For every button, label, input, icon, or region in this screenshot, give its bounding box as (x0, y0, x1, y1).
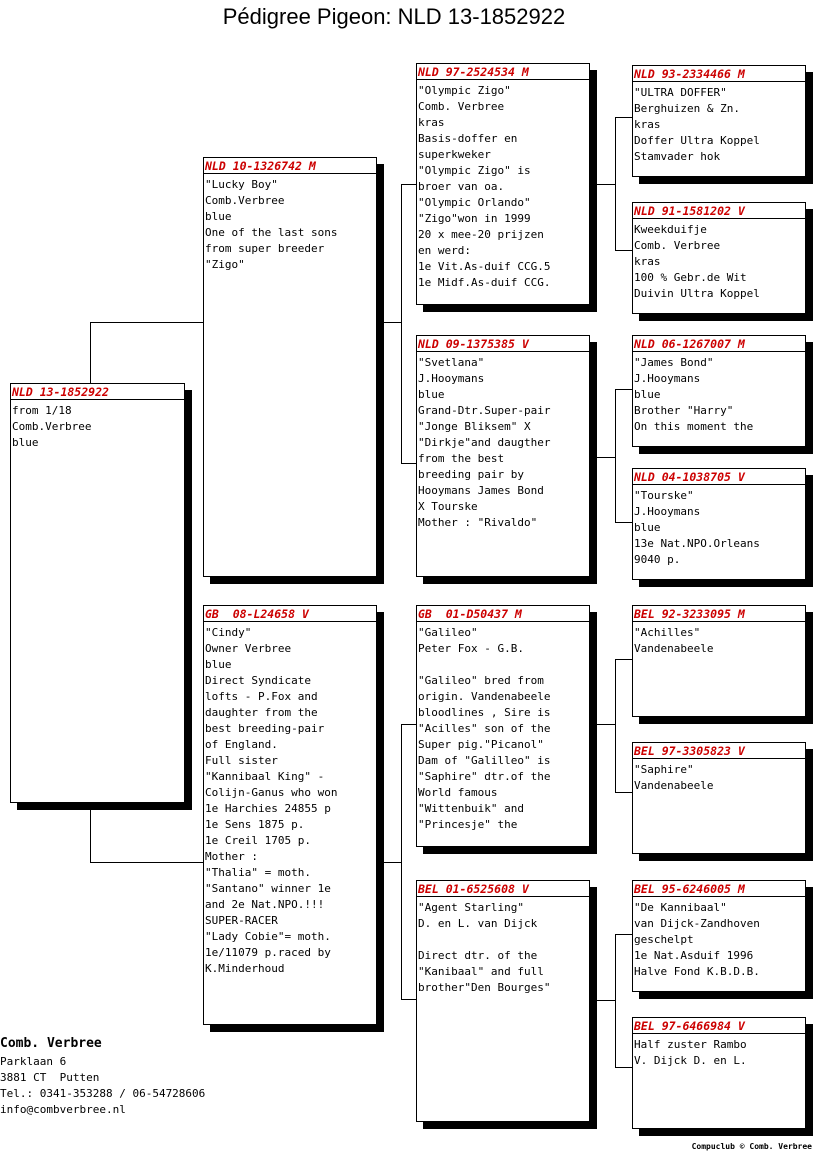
pigeon-detail-line: "Galileo" (418, 626, 478, 639)
pigeon-detail-line: 1e Nat.Asduif 1996 (634, 949, 754, 962)
pigeon-details (204, 174, 376, 273)
pigeon-details (204, 622, 376, 977)
pigeon-detail-line: en werd: (418, 244, 471, 257)
pigeon-details (633, 219, 805, 302)
pigeon-detail-line: "Zigo" (205, 258, 245, 271)
pigeon-detail-line: of England. (205, 738, 278, 751)
pigeon-detail-line: Colijn-Ganus who won (205, 786, 338, 799)
pigeon-detail-line: blue (634, 521, 661, 534)
connector-line (596, 1000, 616, 1001)
connector-line (615, 934, 633, 935)
breeder-city: 3881 CT Putten (0, 1071, 100, 1084)
pigeon-card-sire-dam[interactable] (416, 335, 590, 577)
pigeon-detail-line: Peter Fox - G.B. (418, 642, 524, 655)
pigeon-card-dam-sire-sire[interactable] (632, 605, 806, 717)
pigeon-detail-line: "Lucky Boy" (205, 178, 278, 191)
connector-line (596, 184, 616, 185)
pigeon-detail-line: One of the last sons (205, 226, 338, 239)
breeder-contact (0, 1034, 205, 1118)
connector-line (615, 117, 633, 118)
ring-number: BEL 97-6466984 V (633, 1018, 805, 1034)
pigeon-detail-line: J.Hooymans (634, 372, 701, 385)
pigeon-detail-line: 9040 p. (634, 553, 681, 566)
pigeon-detail-line: Halve Fond K.B.D.B. (634, 965, 760, 978)
pigeon-detail-line: 1e Midf.As-duif CCG. (418, 276, 551, 289)
pigeon-detail-line: blue (12, 436, 39, 449)
pigeon-detail-line: Comb. Verbree (634, 239, 721, 252)
pigeon-detail-line: blue (205, 658, 232, 671)
pigeon-detail-line: "De Kannibaal" (634, 901, 727, 914)
pigeon-detail-line: Full sister (205, 754, 278, 767)
pigeon-detail-line: SUPER-RACER (205, 914, 278, 927)
pigeon-detail-line: "ULTRA DOFFER" (634, 86, 727, 99)
pigeon-card-dam-dam-dam[interactable] (632, 1017, 806, 1129)
pigeon-details (417, 80, 589, 291)
pigeon-detail-line: Comb.Verbree (12, 420, 92, 433)
pigeon-detail-line: geschelpt (634, 933, 694, 946)
pigeon-detail-line: 20 x mee-20 prijzen (418, 228, 544, 241)
pigeon-detail-line: Doffer Ultra Koppel (634, 134, 760, 147)
connector-line (90, 862, 204, 863)
connector-line (401, 724, 417, 725)
pigeon-detail-line: Half zuster Rambo (634, 1038, 747, 1051)
pigeon-card-dam-dam-sire[interactable] (632, 880, 806, 992)
pigeon-card-sire-sire-dam[interactable] (632, 202, 806, 314)
pigeon-detail-line: K.Minderhoud (205, 962, 285, 975)
pigeon-detail-line (417, 932, 589, 948)
pigeon-detail-line: Hooymans James Bond (418, 484, 544, 497)
pigeon-detail-line: Berghuizen & Zn. (634, 102, 740, 115)
pigeon-details (633, 622, 805, 657)
pigeon-details (633, 897, 805, 980)
pigeon-detail-line: "Santano" winner 1e (205, 882, 331, 895)
ring-number: GB 08-L24658 V (204, 606, 376, 622)
connector-line (384, 862, 402, 863)
pigeon-detail-line: On this moment the (634, 420, 754, 433)
connector-line (615, 250, 633, 251)
ring-number: NLD 97-2524534 M (417, 64, 589, 80)
pigeon-detail-line: 1e Harchies 24855 p (205, 802, 331, 815)
pigeon-detail-line: superkweker (418, 148, 491, 161)
pigeon-detail-line: van Dijck-Zandhoven (634, 917, 760, 930)
pigeon-card-sire-dam-sire[interactable] (632, 335, 806, 447)
pigeon-detail-line: "Tourske" (634, 489, 694, 502)
pigeon-card-dam-dam[interactable] (416, 880, 590, 1122)
connector-line (90, 322, 91, 384)
breeder-name: Comb. Verbree (0, 1036, 102, 1051)
pigeon-detail-line: "Jonge Bliksem" X (418, 420, 531, 433)
breeder-phone: Tel.: 0341-353288 / 06-54728606 (0, 1087, 206, 1100)
pigeon-card-sire[interactable] (203, 157, 377, 577)
ring-number: NLD 10-1326742 M (204, 158, 376, 174)
connector-line (615, 934, 616, 1068)
ring-number: NLD 13-1852922 (11, 384, 184, 400)
ring-number: BEL 92-3233095 M (633, 606, 805, 622)
pigeon-detail-line: Comb.Verbree (205, 194, 285, 207)
pigeon-detail-line: daughter from the (205, 706, 318, 719)
pigeon-card-sire-sire[interactable] (416, 63, 590, 305)
pigeon-detail-line: "Achilles" (634, 626, 701, 639)
pigeon-details (633, 1034, 805, 1069)
pigeon-detail-line: "Kanibaal" and full (418, 965, 544, 978)
pigeon-details (633, 82, 805, 165)
ring-number: GB 01-D50437 M (417, 606, 589, 622)
pigeon-detail-line: Stamvader hok (634, 150, 721, 163)
pigeon-detail-line: broer van oa. (418, 180, 505, 193)
pigeon-detail-line: best breeding-pair (205, 722, 325, 735)
pigeon-detail-line: Brother "Harry" (634, 404, 734, 417)
pigeon-detail-line: "Olympic Zigo" is (418, 164, 531, 177)
pigeon-detail-line: "Princesje" the (418, 818, 518, 831)
pigeon-card-sire-dam-dam[interactable] (632, 468, 806, 580)
pigeon-detail-line: Kweekduifje (634, 223, 707, 236)
pigeon-detail-line: 1e Vit.As-duif CCG.5 (418, 260, 551, 273)
pigeon-detail-line: D. en L. van Dijck (418, 917, 538, 930)
pigeon-detail-line: "Thalia" = moth. (205, 866, 311, 879)
pigeon-details (417, 897, 589, 996)
pigeon-detail-line: 1e Creil 1705 p. (205, 834, 311, 847)
pigeon-detail-line: 1e/11079 p.raced by (205, 946, 331, 959)
pigeon-detail-line: V. Dijck D. en L. (634, 1054, 747, 1067)
connector-line (401, 999, 417, 1000)
pigeon-details (417, 352, 589, 531)
pigeon-detail-line: J.Hooymans (634, 505, 701, 518)
pigeon-details (633, 485, 805, 568)
pigeon-detail-line: Duivin Ultra Koppel (634, 287, 760, 300)
pigeon-detail-line: Vandenabeele (634, 642, 714, 655)
pigeon-detail-line: "Galileo" bred from (418, 674, 544, 687)
pigeon-detail-line: "Kannibaal King" - (205, 770, 325, 783)
connector-line (401, 184, 402, 464)
connector-line (401, 724, 402, 1000)
ring-number: NLD 91-1581202 V (633, 203, 805, 219)
breeder-address: Parklaan 6 (0, 1055, 67, 1068)
pigeon-detail-line: Super pig."Picanol" (418, 738, 544, 751)
pigeon-card-sire-sire-sire[interactable] (632, 65, 806, 177)
ring-number: BEL 01-6525608 V (417, 881, 589, 897)
pigeon-detail-line: from 1/18 (12, 404, 72, 417)
pigeon-detail-line: 1e Sens 1875 p. (205, 818, 305, 831)
connector-line (615, 522, 633, 523)
pigeon-details (11, 400, 184, 451)
pigeon-detail-line: Basis-doffer en (418, 132, 518, 145)
connector-line (90, 808, 91, 863)
pigeon-detail-line: "Svetlana" (418, 356, 485, 369)
pigeon-detail-line: Grand-Dtr.Super-pair (418, 404, 551, 417)
pigeon-detail-line: Dam of "Galilleo" is (418, 754, 551, 767)
pigeon-detail-line: lofts - P.Fox and (205, 690, 318, 703)
pigeon-detail-line: blue (418, 388, 445, 401)
connector-line (615, 389, 616, 523)
pigeon-detail-line: and 2e Nat.NPO.!!! (205, 898, 325, 911)
pigeon-detail-line: "Lady Cobie"= moth. (205, 930, 331, 943)
pigeon-detail-line: Direct dtr. of the (418, 949, 538, 962)
pigeon-detail-line: "Agent Starling" (418, 901, 524, 914)
pigeon-detail-line: blue (205, 210, 232, 223)
pigeon-details (633, 759, 805, 794)
connector-line (401, 463, 417, 464)
connector-line (615, 659, 616, 793)
pigeon-detail-line: Owner Verbree (205, 642, 292, 655)
connector-line (615, 659, 633, 660)
pigeon-detail-line: "Acilles" son of the (418, 722, 551, 735)
pigeon-card-subject[interactable] (10, 383, 185, 803)
pigeon-detail-line: "Cindy" (205, 626, 252, 639)
pigeon-detail-line: 13e Nat.NPO.Orleans (634, 537, 760, 550)
pigeon-detail-line: "Dirkje"and daugther (418, 436, 551, 449)
pigeon-detail-line: Vandenabeele (634, 779, 714, 792)
pigeon-card-dam-sire[interactable] (416, 605, 590, 847)
connector-line (615, 389, 633, 390)
pigeon-detail-line: "Olympic Orlando" (418, 196, 531, 209)
ring-number: NLD 93-2334466 M (633, 66, 805, 82)
pigeon-detail-line: "Zigo"won in 1999 (418, 212, 531, 225)
connector-line (615, 792, 633, 793)
ring-number: NLD 09-1375385 V (417, 336, 589, 352)
pigeon-detail-line: kras (418, 116, 445, 129)
pigeon-card-dam-sire-dam[interactable] (632, 742, 806, 854)
pigeon-detail-line: 100 % Gebr.de Wit (634, 271, 747, 284)
pigeon-detail-line: "Saphire" dtr.of the (418, 770, 551, 783)
connector-line (615, 117, 616, 251)
pigeon-detail-line: from the best (418, 452, 505, 465)
pigeon-detail-line: "Olympic Zigo" (418, 84, 511, 97)
pigeon-detail-line: World famous (418, 786, 498, 799)
pigeon-detail-line: kras (634, 255, 661, 268)
pigeon-detail-line: brother"Den Bourges" (418, 981, 551, 994)
pigeon-detail-line: Mother : "Rivaldo" (418, 516, 538, 529)
pigeon-detail-line: blue (634, 388, 661, 401)
connector-line (615, 1067, 633, 1068)
pigeon-detail-line: origin. Vandenabeele (418, 690, 551, 703)
ring-number: BEL 97-3305823 V (633, 743, 805, 759)
pigeon-details (417, 622, 589, 833)
page-title: Pédigree Pigeon: NLD 13-1852922 (222, 4, 566, 29)
pigeon-detail-line (417, 657, 589, 673)
connector-line (596, 457, 616, 458)
breeder-email[interactable]: info@combverbree.nl (0, 1103, 126, 1116)
pigeon-detail-line: Mother : (205, 850, 258, 863)
pigeon-details (633, 352, 805, 435)
pigeon-detail-line: bloodlines , Sire is (418, 706, 551, 719)
ring-number: NLD 04-1038705 V (633, 469, 805, 485)
pigeon-detail-line: X Tourske (418, 500, 478, 513)
pigeon-detail-line: kras (634, 118, 661, 131)
credit-text: Compuclub © Comb. Verbree (691, 1142, 812, 1151)
connector-line (384, 322, 402, 323)
pigeon-detail-line: J.Hooymans (418, 372, 485, 385)
ring-number: NLD 06-1267007 M (633, 336, 805, 352)
connector-line (596, 724, 616, 725)
pigeon-detail-line: "Saphire" (634, 763, 694, 776)
connector-line (401, 184, 417, 185)
pigeon-detail-line: Direct Syndicate (205, 674, 311, 687)
ring-number: BEL 95-6246005 M (633, 881, 805, 897)
pigeon-detail-line: "James Bond" (634, 356, 714, 369)
pigeon-detail-line: from super breeder (205, 242, 325, 255)
pigeon-detail-line: Comb. Verbree (418, 100, 505, 113)
pigeon-detail-line: "Wittenbuik" and (418, 802, 524, 815)
pigeon-card-dam[interactable] (203, 605, 377, 1025)
connector-line (90, 322, 204, 323)
pigeon-detail-line: breeding pair by (418, 468, 524, 481)
